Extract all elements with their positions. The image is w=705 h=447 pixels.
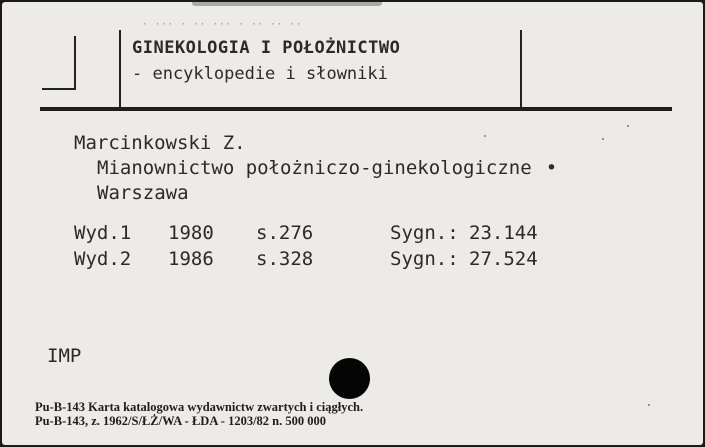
punch-hole xyxy=(329,358,370,399)
subject-subheading: - encyklopedie i słowniki xyxy=(132,64,388,84)
edition-year: 1980 xyxy=(168,222,214,244)
book-title: Mianownictwo położniczo-ginekologiczne • xyxy=(97,157,558,179)
catalog-card xyxy=(2,2,703,445)
signature-label: Sygn.: xyxy=(390,222,459,244)
author: Marcinkowski Z. xyxy=(74,132,246,154)
imp-marker: IMP xyxy=(47,345,82,367)
signature-label: Sygn.: xyxy=(390,248,459,270)
tab-corner-line xyxy=(42,88,75,90)
paper-speck xyxy=(484,135,486,137)
edition-row: Wyd.1 xyxy=(74,222,132,244)
faded-stamp-mark: · ··· · ·· ··· · ·· ·· ·· xyxy=(142,20,303,30)
signature-number: 27.524 xyxy=(469,248,538,270)
header-left-rule xyxy=(119,30,121,108)
edition-row: Wyd.2 xyxy=(74,248,132,270)
header-right-rule xyxy=(520,30,522,108)
footer-form-line-2: Pu-B-143, z. 1962/S/ŁŻ/WA - ŁDA - 1203/82 n. 500 000 xyxy=(35,414,326,428)
paper-speck xyxy=(602,138,604,140)
edition-pages: s.276 xyxy=(256,222,314,244)
paper-speck xyxy=(627,125,629,127)
signature-number: 23.144 xyxy=(469,222,538,244)
paper-speck xyxy=(648,404,650,406)
edition-year: 1986 xyxy=(168,248,214,270)
subject-heading: GINEKOLOGIA I POŁOŻNICTWO xyxy=(132,38,401,58)
edition-pages: s.328 xyxy=(256,248,314,270)
ink-smudge xyxy=(192,2,382,6)
tab-corner-line xyxy=(74,36,76,90)
footer-form-line-1: Pu-B-143 Karta katalogowa wydawnictw zwartych i ciągłych. xyxy=(35,400,364,414)
header-bottom-rule xyxy=(40,107,672,111)
publication-place: Warszawa xyxy=(97,182,189,204)
